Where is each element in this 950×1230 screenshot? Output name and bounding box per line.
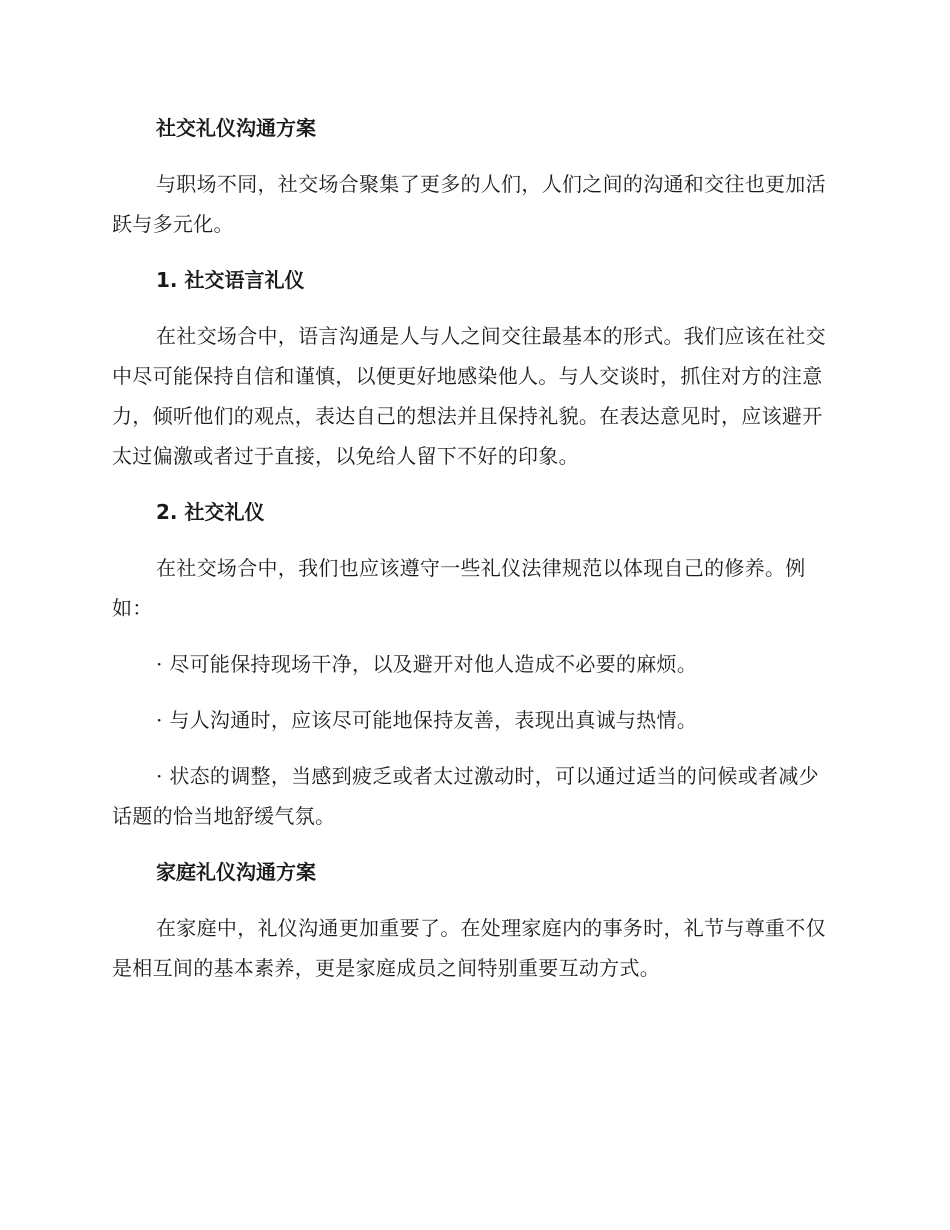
document-page — [112, 108, 838, 988]
paragraph-social-rules: 在社交场合中，我们也应该遵守一些礼仪法律规范以体现自己的修养。例如： — [112, 556, 806, 620]
paragraph-language-etiquette: 在社交场合中，语言沟通是人与人之间交往最基本的形式。我们应该在社交中尽可能保持自信和谨慎，以便更好地感染他人。与人交谈时，抓住对方的注意力，倾听他们的观点，表达自己的想法并且保持礼貌。在表达意见时，应该避开太过偏激或者过于直接，以免给人留下不好的印象。 — [112, 324, 826, 468]
section-heading-family-etiquette: 家庭礼仪沟通方案 — [156, 860, 316, 884]
section-heading-language-etiquette: 1. 社交语言礼仪 — [156, 268, 305, 292]
bullet-item: · 状态的调整，当感到疲乏或者太过激动时，可以通过适当的问候或者减少话题的恰当地舒缓气氛。 — [112, 764, 819, 828]
bullet-item: · 尽可能保持现场干净，以及避开对他人造成不必要的麻烦。 — [156, 652, 698, 676]
paragraph-family-etiquette: 在家庭中，礼仪沟通更加重要了。在处理家庭内的事务时，礼节与尊重不仅是相互间的基本素养，更是家庭成员之间特别重要互动方式。 — [112, 916, 826, 980]
section-heading-social-rules: 2. 社交礼仪 — [156, 500, 265, 524]
bullet-item: · 与人沟通时，应该尽可能地保持友善，表现出真诚与热情。 — [156, 708, 698, 732]
section-heading-social-etiquette: 社交礼仪沟通方案 — [156, 116, 316, 140]
paragraph-social-intro: 与职场不同，社交场合聚集了更多的人们，人们之间的沟通和交往也更加活跃与多元化。 — [112, 172, 826, 236]
